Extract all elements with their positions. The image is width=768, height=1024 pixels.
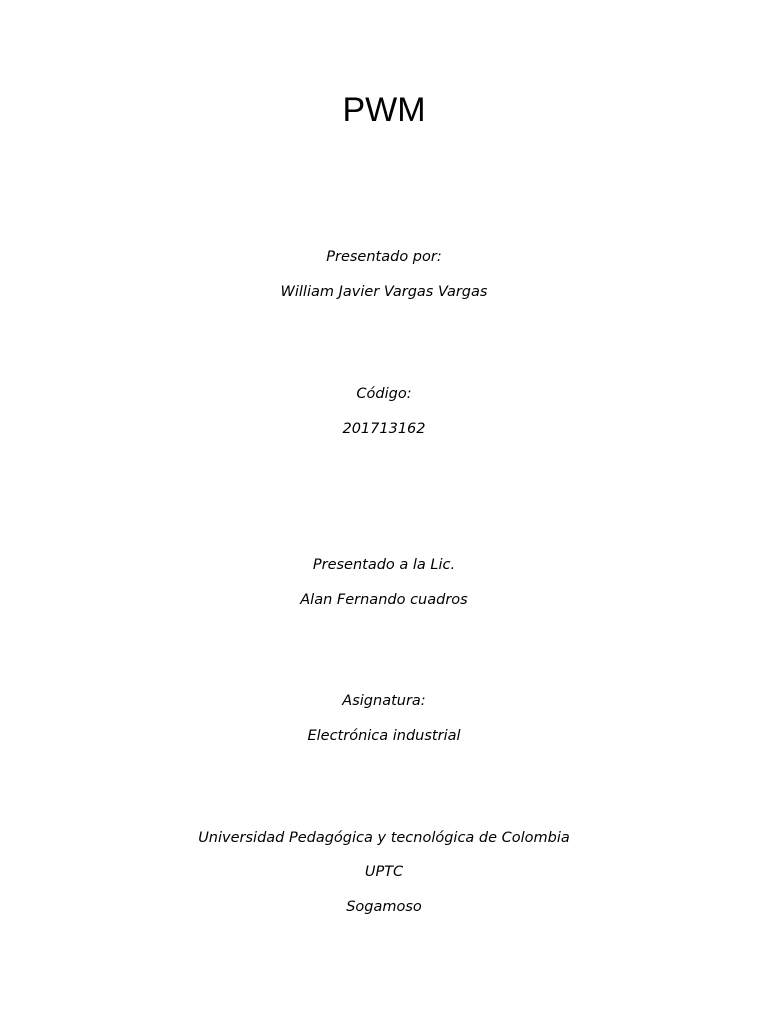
subject-label: Asignatura: [342,693,426,709]
code-value: 201713162 [342,421,426,437]
code-label: Código: [356,386,412,402]
subject-value: Electrónica industrial [307,728,461,744]
presented-to-label: Presentado a la Lic. [312,557,456,573]
presented-by-label: Presentado por: [326,249,442,265]
document-title: PWM [342,91,426,129]
presented-to-name: Alan Fernando cuadros [300,592,468,608]
city: Sogamoso [346,899,422,915]
university-name: Universidad Pedagógica y tecnológica de Colombia [198,830,570,846]
presented-by-name: William Javier Vargas Vargas [280,284,488,300]
university-abbreviation: UPTC [364,864,404,880]
